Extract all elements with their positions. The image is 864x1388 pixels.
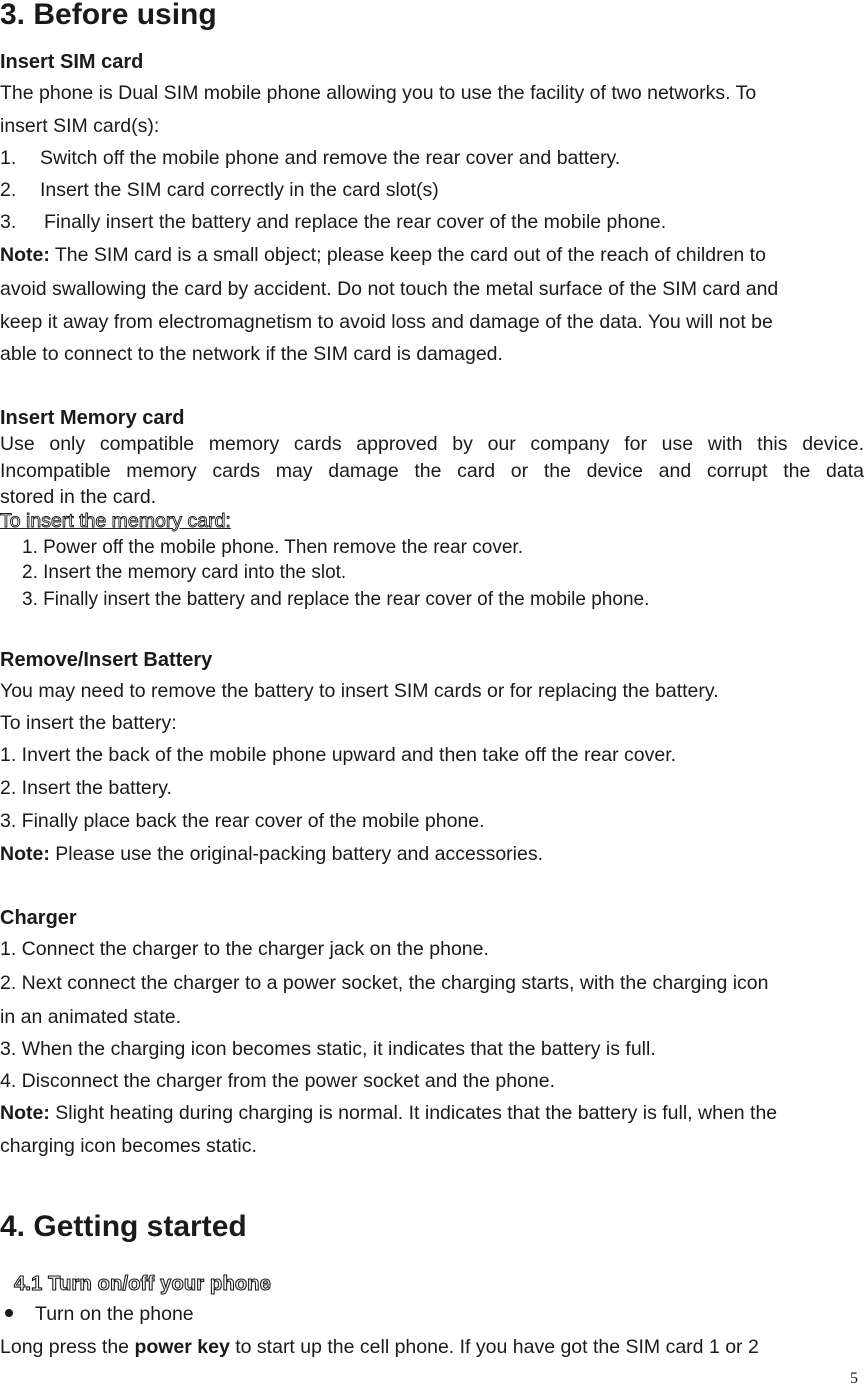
note-label: Note: bbox=[0, 244, 50, 266]
sim-note-line3: keep it away from electromagnetism to avoid loss and damage of the data. You will not be bbox=[0, 311, 773, 333]
bullet-dot-icon bbox=[5, 1309, 13, 1317]
battery-line2: To insert the battery: bbox=[0, 712, 177, 734]
charger-step-4: 4. Disconnect the charger from the power socket and the phone. bbox=[0, 1070, 555, 1092]
charger-note-line1 bbox=[0, 1104, 777, 1124]
sim-step-1 bbox=[0, 149, 620, 169]
subheading-insert-memory: Insert Memory card bbox=[0, 407, 185, 429]
para-text-start: Long press the bbox=[0, 1336, 135, 1358]
sim-step-number: 3. bbox=[0, 211, 17, 233]
sim-step-number: 1. bbox=[0, 147, 17, 169]
battery-step-3: 3. Finally place back the rear cover of the mobile phone. bbox=[0, 810, 485, 832]
sim-step-number: 2. bbox=[0, 179, 17, 201]
memory-step-3: 3. Finally insert the battery and replace the rear cover of the mobile phone. bbox=[22, 589, 650, 610]
charger-step-2-line1: 2. Next connect the charger to a power socket, the charging starts, with the charging icon bbox=[0, 972, 769, 994]
sim-intro-line1: The phone is Dual SIM mobile phone allowing you to use the facility of two networks. To bbox=[0, 82, 757, 104]
turn-on-paragraph bbox=[0, 1338, 759, 1358]
charger-note-line2: charging icon becomes static. bbox=[0, 1135, 257, 1157]
subsection-heading-turn-on-off: 4.1 Turn on/off your phone bbox=[14, 1273, 272, 1295]
battery-step-2: 2. Insert the battery. bbox=[0, 777, 172, 799]
sim-step-text: Switch off the mobile phone and remove the rear cover and battery. bbox=[40, 147, 621, 169]
memory-step-2: 2. Insert the memory card into the slot. bbox=[22, 562, 347, 583]
charger-step-2-line2: in an animated state. bbox=[0, 1006, 182, 1028]
battery-step-1: 1. Invert the back of the mobile phone upward and then take off the rear cover. bbox=[0, 744, 677, 766]
sim-step-text: Insert the SIM card correctly in the card slot(s) bbox=[40, 179, 439, 201]
section-heading-before-using: 3. Before using bbox=[0, 0, 217, 31]
memory-para-line2: Incompatible memory cards may damage the card or the device and corrupt the data bbox=[0, 460, 864, 482]
note-label: Note: bbox=[0, 843, 50, 865]
para-text-end: to start up the cell phone. If you have got the SIM card 1 or 2 bbox=[229, 1336, 759, 1358]
sim-step-2 bbox=[0, 181, 439, 201]
note-text: Please use the original-packing battery and accessories. bbox=[49, 843, 544, 865]
sim-step-3 bbox=[0, 213, 666, 233]
page-number: 5 bbox=[850, 1370, 858, 1387]
section-heading-getting-started: 4. Getting started bbox=[0, 1210, 247, 1243]
note-label: Note: bbox=[0, 1102, 50, 1124]
memory-para-line1: Use only compatible memory cards approved by our company for use with this device. bbox=[0, 433, 864, 455]
memory-step-1: 1. Power off the mobile phone. Then remove the rear cover. bbox=[22, 537, 523, 558]
subheading-charger: Charger bbox=[0, 907, 77, 929]
battery-line1: You may need to remove the battery to insert SIM cards or for replacing the battery. bbox=[0, 680, 719, 702]
sim-note-line2: avoid swallowing the card by accident. Do not touch the metal surface of the SIM card and bbox=[0, 278, 779, 300]
subheading-battery: Remove/Insert Battery bbox=[0, 649, 213, 671]
bullet-text: Turn on the phone bbox=[35, 1303, 194, 1325]
sim-note-line1 bbox=[0, 246, 766, 266]
memory-para-line3: stored in the card. bbox=[0, 486, 157, 508]
battery-note bbox=[0, 845, 543, 865]
charger-step-1: 1. Connect the charger to the charger jack on the phone. bbox=[0, 938, 489, 960]
bullet-turn-on bbox=[5, 1305, 194, 1325]
memory-subheading: To insert the memory card: bbox=[0, 510, 231, 532]
sim-step-text: Finally insert the battery and replace the rear cover of the mobile phone. bbox=[44, 211, 667, 233]
sim-intro-line2: insert SIM card(s): bbox=[0, 115, 160, 137]
power-key-term: power key bbox=[134, 1336, 230, 1358]
charger-step-3: 3. When the charging icon becomes static, it indicates that the battery is full. bbox=[0, 1038, 656, 1060]
note-text: Slight heating during charging is normal. It indicates that the battery is full, when the bbox=[49, 1102, 778, 1124]
note-text: The SIM card is a small object; please keep the card out of the reach of children to bbox=[49, 244, 766, 266]
sim-note-line4: able to connect to the network if the SIM card is damaged. bbox=[0, 343, 503, 365]
subheading-insert-sim: Insert SIM card bbox=[0, 51, 144, 73]
